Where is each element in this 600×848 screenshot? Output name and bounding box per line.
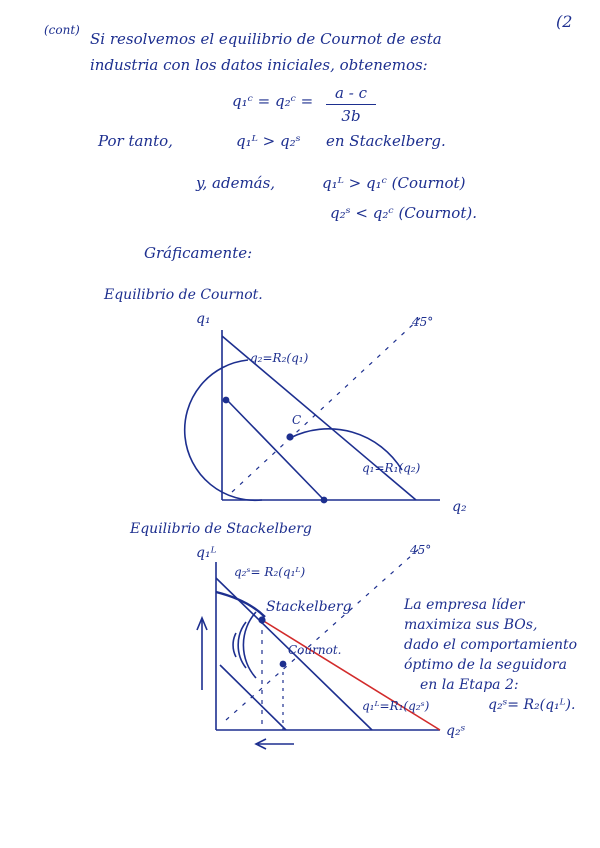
- note-line-5: en la Etapa 2:: [420, 677, 519, 693]
- note-line-6: q₂ˢ= R₂(q₁ᴸ).: [488, 697, 576, 713]
- cournot-c-label: C: [292, 413, 302, 427]
- text-line-1: Si resolvemos el equilibrio de Cournot de esta: [90, 30, 442, 48]
- graficamente-label: Gráficamente:: [144, 244, 253, 262]
- cournot-title: Equilibrio de Cournot.: [104, 287, 263, 303]
- stackelberg-45-label: 45°: [410, 543, 432, 557]
- stackelberg-x-axis-label: q₂ˢ: [446, 723, 466, 739]
- page-number: (2: [556, 12, 573, 31]
- note-line-3: dado el comportamiento: [404, 637, 578, 653]
- inequality-follower-cournot: q₂ˢ < q₂ᶜ (Cournot).: [330, 204, 477, 222]
- stackelberg-title: Equilibrio de Stackelberg: [130, 521, 312, 537]
- stackelberg-equilibrium-point: [258, 616, 265, 623]
- equation-cournot-lhs: q₁ᶜ = q₂ᶜ =: [232, 92, 314, 110]
- leader-isoprofit-inner-arc: [233, 633, 236, 657]
- y-ademas-label: y, además,: [196, 174, 276, 192]
- fraction-denominator: 3b: [341, 107, 361, 125]
- stackelberg-r1-label: q₁ᴸ=R₁(q₂ˢ): [362, 699, 430, 713]
- cournot-reference-point: [280, 661, 287, 668]
- fraction-numerator: a - c: [326, 84, 376, 105]
- stackelberg-leader-isoprofit-curve: [216, 592, 265, 617]
- cournot-y-axis-label: q₁: [196, 311, 211, 327]
- cournot-r2-label: q₂=R₂(q₁): [250, 351, 309, 365]
- note-line-1: La empresa líder: [404, 597, 525, 613]
- note-line-4: óptimo de la seguidora: [404, 657, 567, 673]
- cournot-45-label: 45°: [412, 315, 434, 329]
- text-line-2: industria con los datos iniciales, obtenemos:: [90, 56, 428, 74]
- cournot-x-axis-label: q₂: [452, 499, 467, 515]
- inequality-leader-cournot: q₁ᴸ > q₁ᶜ (Cournot): [322, 174, 466, 192]
- note-line-2: maximiza sus BOs,: [404, 617, 538, 633]
- leader-isoprofit-middle-arc: [238, 622, 246, 668]
- cournot-point-label: Cournot.: [288, 643, 342, 657]
- cont-label: (cont): [44, 23, 80, 37]
- stackelberg-point-label: Stackelberg: [266, 599, 352, 615]
- cournot-r1-label: q₁=R₁(q₂): [362, 461, 421, 475]
- stackelberg-r2-label: q₂ˢ= R₂(q₁ᴸ): [234, 565, 306, 579]
- stackelberg-y-axis-label: q₁ᴸ: [196, 545, 217, 561]
- por-tanto-label: Por tanto,: [98, 132, 173, 150]
- en-stackelberg-label: en Stackelberg.: [326, 132, 446, 150]
- inequality-leader-follower: q₁ᴸ > q₂ˢ: [236, 132, 301, 150]
